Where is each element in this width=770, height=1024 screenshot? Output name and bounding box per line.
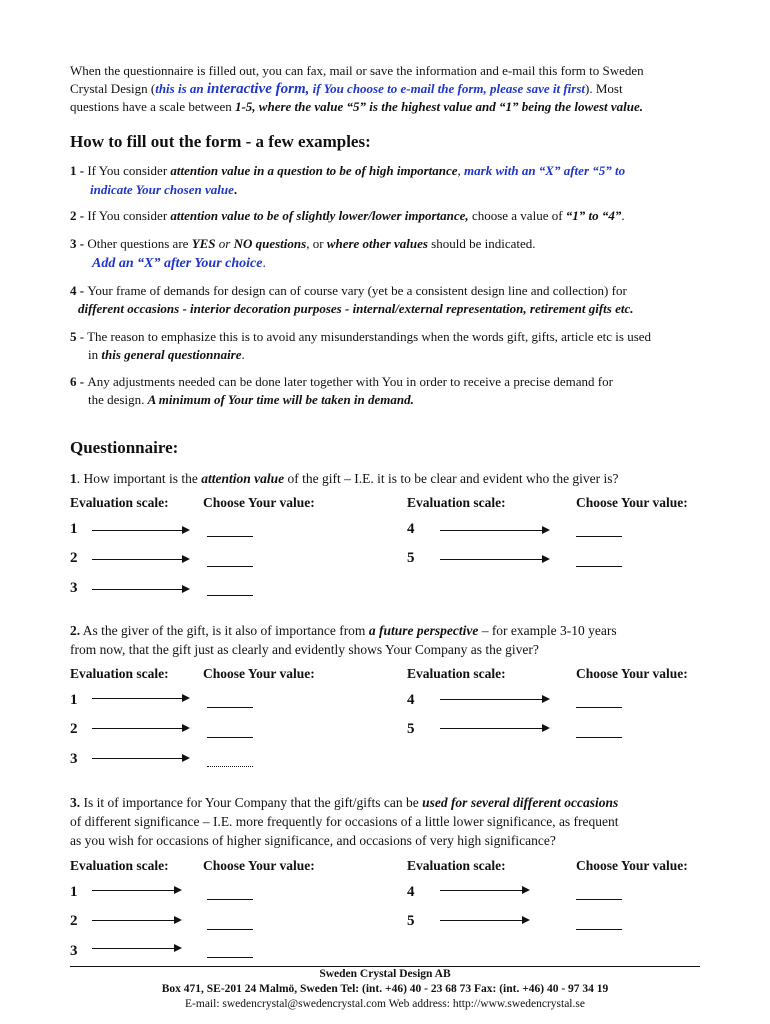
intro-line-3: questions have a scale between 1-5, where the value “5” is the highest value and “1” being the lowest value. <box>70 99 644 114</box>
how-heading: How to fill out the form - a few examples: <box>70 132 371 151</box>
q3-value-4-field[interactable] <box>576 899 622 900</box>
q3-value-2-field[interactable] <box>207 929 253 930</box>
scale-number-5: 5 <box>407 913 415 929</box>
scale-number-3: 3 <box>70 751 78 767</box>
scale-number-2: 2 <box>70 550 78 566</box>
instruction-item-2: 2 - If You consider attention value to be of slightly lower/lower importance, choose a value of “1” to “4”. <box>70 208 625 223</box>
q1-value-5-field[interactable] <box>576 566 622 567</box>
instruction-item-3: 3 - Other questions are YES or NO questions, or where other values should be indicated. Add an “X” after Your choice. <box>70 236 536 271</box>
instruction-item-5: 5 - The reason to emphasize this is to avoid any misunderstandings when the words gift, gifts, article etc is used in this general questionnaire. <box>70 329 652 362</box>
arrow-icon <box>440 890 528 891</box>
choose-value-label: Choose Your value: <box>203 666 315 681</box>
arrow-icon <box>92 920 180 921</box>
question-3-text: 3. Is it of importance for Your Company that the gift/gifts can be used for several different occasions of different significance – I.E. more frequently for occasions of a little lower significance, as frequent as you wish for occasions of higher significance, and occasions of very high significance? <box>70 795 619 848</box>
q3-value-1-field[interactable] <box>207 899 253 900</box>
q3-value-5-field[interactable] <box>576 929 622 930</box>
q1-value-4-field[interactable] <box>576 536 622 537</box>
q2-value-2-field[interactable] <box>207 737 253 738</box>
evaluation-scale-label: Evaluation scale: <box>70 495 169 510</box>
scale-number-1: 1 <box>70 692 78 708</box>
scale-number-5: 5 <box>407 721 415 737</box>
q2-value-4-field[interactable] <box>576 707 622 708</box>
q2-value-5-field[interactable] <box>576 737 622 738</box>
scale-number-2: 2 <box>70 721 78 737</box>
intro-line-2: Crystal Design (this is an interactive form, if You choose to e-mail the form, please save it first). Most <box>70 81 623 97</box>
evaluation-scale-label: Evaluation scale: <box>407 495 506 510</box>
arrow-icon <box>92 698 188 699</box>
evaluation-scale-label: Evaluation scale: <box>70 666 169 681</box>
scale-number-2: 2 <box>70 913 78 929</box>
arrow-icon <box>440 559 548 560</box>
instruction-item-4: 4 - Your frame of demands for design can of course vary (yet be a consistent design line and collection) for different occasions - interior decoration purposes - internal/external representation, retirement gifts etc. <box>70 283 634 316</box>
scale-number-3: 3 <box>70 580 78 596</box>
arrow-icon <box>440 699 548 700</box>
q2-value-3-field[interactable] <box>207 766 253 767</box>
scale-number-5: 5 <box>407 550 415 566</box>
evaluation-scale-label: Evaluation scale: <box>407 666 506 681</box>
intro-line-1: When the questionnaire is filled out, you can fax, mail or save the information and e-mail this form to Sweden <box>70 63 644 78</box>
arrow-icon <box>440 728 548 729</box>
arrow-icon <box>92 589 188 590</box>
q1-value-1-field[interactable] <box>207 536 253 537</box>
intro-paragraph <box>70 62 720 116</box>
footer-divider <box>70 966 700 967</box>
arrow-icon <box>440 920 528 921</box>
choose-value-label: Choose Your value: <box>576 666 688 681</box>
q1-value-3-field[interactable] <box>207 595 253 596</box>
arrow-icon <box>92 758 188 759</box>
footer-contact: E-mail: swedencrystal@swedencrystal.com Web address: http://www.swedencrystal.se <box>185 998 585 1010</box>
question-1-text: 1. How important is the attention value of the gift – I.E. it is to be clear and evident who the giver is? <box>70 471 619 486</box>
scale-number-3: 3 <box>70 943 78 959</box>
choose-value-label: Choose Your value: <box>203 858 315 873</box>
questionnaire-heading: Questionnaire: <box>70 438 179 457</box>
footer-company: Sweden Crystal Design AB <box>319 968 451 980</box>
q1-value-2-field[interactable] <box>207 566 253 567</box>
choose-value-label: Choose Your value: <box>576 858 688 873</box>
choose-value-label: Choose Your value: <box>576 495 688 510</box>
q3-value-3-field[interactable] <box>207 957 253 958</box>
scale-number-4: 4 <box>407 521 415 537</box>
arrow-icon <box>440 530 548 531</box>
q2-value-1-field[interactable] <box>207 707 253 708</box>
arrow-icon <box>92 728 188 729</box>
evaluation-scale-label: Evaluation scale: <box>70 858 169 873</box>
arrow-icon <box>92 890 180 891</box>
scale-number-4: 4 <box>407 692 415 708</box>
instruction-item-1: 1 - If You consider attention value in a question to be of high importance, mark with an “X” after “5” to indicate Your chosen value. <box>70 163 626 197</box>
question-2-text: 2. As the giver of the gift, is it also of importance from a future perspective – for example 3-10 years from now, that the gift just as clearly and evidently shows Your Company as the giver? <box>70 623 617 657</box>
footer-address: Box 471, SE-201 24 Malmö, Sweden Tel: (int. +46) 40 - 23 68 73 Fax: (int. +46) 40 - 97 34 19 <box>161 983 609 995</box>
arrow-icon <box>92 948 180 949</box>
instruction-item-6: 6 - Any adjustments needed can be done later together with You in order to receive a precise demand for the design. A minimum of Your time will be taken in demand. <box>70 374 613 407</box>
evaluation-scale-label: Evaluation scale: <box>407 858 506 873</box>
arrow-icon <box>92 530 188 531</box>
scale-number-4: 4 <box>407 884 415 900</box>
scale-number-1: 1 <box>70 884 78 900</box>
choose-value-label: Choose Your value: <box>203 495 315 510</box>
arrow-icon <box>92 559 188 560</box>
scale-number-1: 1 <box>70 521 78 537</box>
